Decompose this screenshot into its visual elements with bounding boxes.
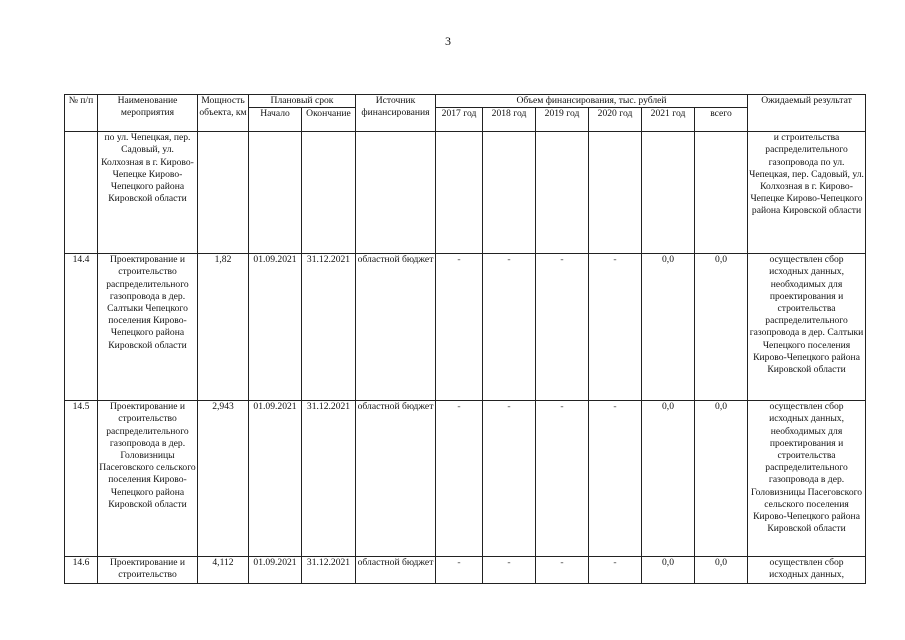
cell-2019: - <box>536 557 589 584</box>
header-2021: 2021 год <box>642 108 695 132</box>
header-start: Начало <box>249 108 302 132</box>
cell-result: и строительства распределительного газопровода по ул. Чепецкая, пер. Садовый, ул. Колхозная в г. Кирово-Чепецке Кирово-Чепецкого района Кировской области <box>748 132 866 254</box>
cell-2018: - <box>483 401 536 557</box>
cell-2019: - <box>536 401 589 557</box>
cell-num: 14.6 <box>65 557 98 584</box>
cell-2018: - <box>483 254 536 401</box>
header-funding: Объем финансирования, тыс. рублей <box>436 95 748 108</box>
cell-name: Проектирование и строительство распределительного газопровода в дер. Головизницы Пасеговского сельского поселения Кирово-Чепецкого района Кировской области <box>98 401 198 557</box>
table-row <box>65 557 866 584</box>
cell-capacity: 4,112 <box>198 557 249 584</box>
header-2020: 2020 год <box>589 108 642 132</box>
header-row-top <box>65 95 866 108</box>
cell-2017: - <box>436 557 483 584</box>
cell-result: осуществлен сбор исходных данных, необходимых для проектирования и строительства распределительного газопровода в дер. Салтыки Чепецкого поселения Кирово-Чепецкого района Кировской области <box>748 254 866 401</box>
cell-capacity: 2,943 <box>198 401 249 557</box>
cell-source: областной бюджет <box>356 557 436 584</box>
cell-capacity: 1,82 <box>198 254 249 401</box>
table-row-continuation <box>65 132 866 254</box>
header-num: № п/п <box>65 95 98 132</box>
cell-end: 31.12.2021 <box>302 557 356 584</box>
cell-end: 31.12.2021 <box>302 254 356 401</box>
table-row <box>65 401 866 557</box>
cell-name: Проектирование и строительство распределительного газопровода в дер. Салтыки Чепецкого поселения Кирово-Чепецкого района Кировской области <box>98 254 198 401</box>
header-end: Окончание <box>302 108 356 132</box>
cell-2021: 0,0 <box>642 557 695 584</box>
cell-2021: 0,0 <box>642 254 695 401</box>
cell-name: Проектирование и строительство <box>98 557 198 584</box>
funding-plan-table <box>64 94 866 584</box>
cell-source: областной бюджет <box>356 401 436 557</box>
cell-name: по ул. Чепецкая, пер. Садовый, ул. Колхозная в г. Кирово-Чепецке Кирово-Чепецкого района Кировской области <box>98 132 198 254</box>
cell-end: 31.12.2021 <box>302 401 356 557</box>
cell-source: областной бюджет <box>356 254 436 401</box>
cell-2020: - <box>589 557 642 584</box>
cell-start: 01.09.2021 <box>249 557 302 584</box>
cell-num: 14.5 <box>65 401 98 557</box>
header-2019: 2019 год <box>536 108 589 132</box>
page-number: 3 <box>445 34 451 48</box>
cell-2017: - <box>436 254 483 401</box>
cell-start: 01.09.2021 <box>249 401 302 557</box>
cell-2020: - <box>589 254 642 401</box>
header-total: всего <box>695 108 748 132</box>
cell-total: 0,0 <box>695 557 748 584</box>
header-2018: 2018 год <box>483 108 536 132</box>
cell-2018: - <box>483 557 536 584</box>
cell-start: 01.09.2021 <box>249 254 302 401</box>
cell-result: осуществлен сбор исходных данных, <box>748 557 866 584</box>
header-name: Наименование мероприятия <box>98 95 198 132</box>
header-source: Источник финансирования <box>356 95 436 132</box>
table-row <box>65 254 866 401</box>
header-schedule: Плановый срок <box>249 95 356 108</box>
cell-2020: - <box>589 401 642 557</box>
cell-total: 0,0 <box>695 254 748 401</box>
cell-result: осуществлен сбор исходных данных, необходимых для проектирования и строительства распределительного газопровода в дер. Головизницы Пасеговского сельского поселения Кирово-Чепецкого района Кировской области <box>748 401 866 557</box>
header-result: Ожидаемый результат <box>748 95 866 132</box>
cell-total: 0,0 <box>695 401 748 557</box>
header-2017: 2017 год <box>436 108 483 132</box>
cell-2021: 0,0 <box>642 401 695 557</box>
cell-num: 14.4 <box>65 254 98 401</box>
cell-2017: - <box>436 401 483 557</box>
cell-2019: - <box>536 254 589 401</box>
header-capacity: Мощность объекта, км <box>198 95 249 132</box>
